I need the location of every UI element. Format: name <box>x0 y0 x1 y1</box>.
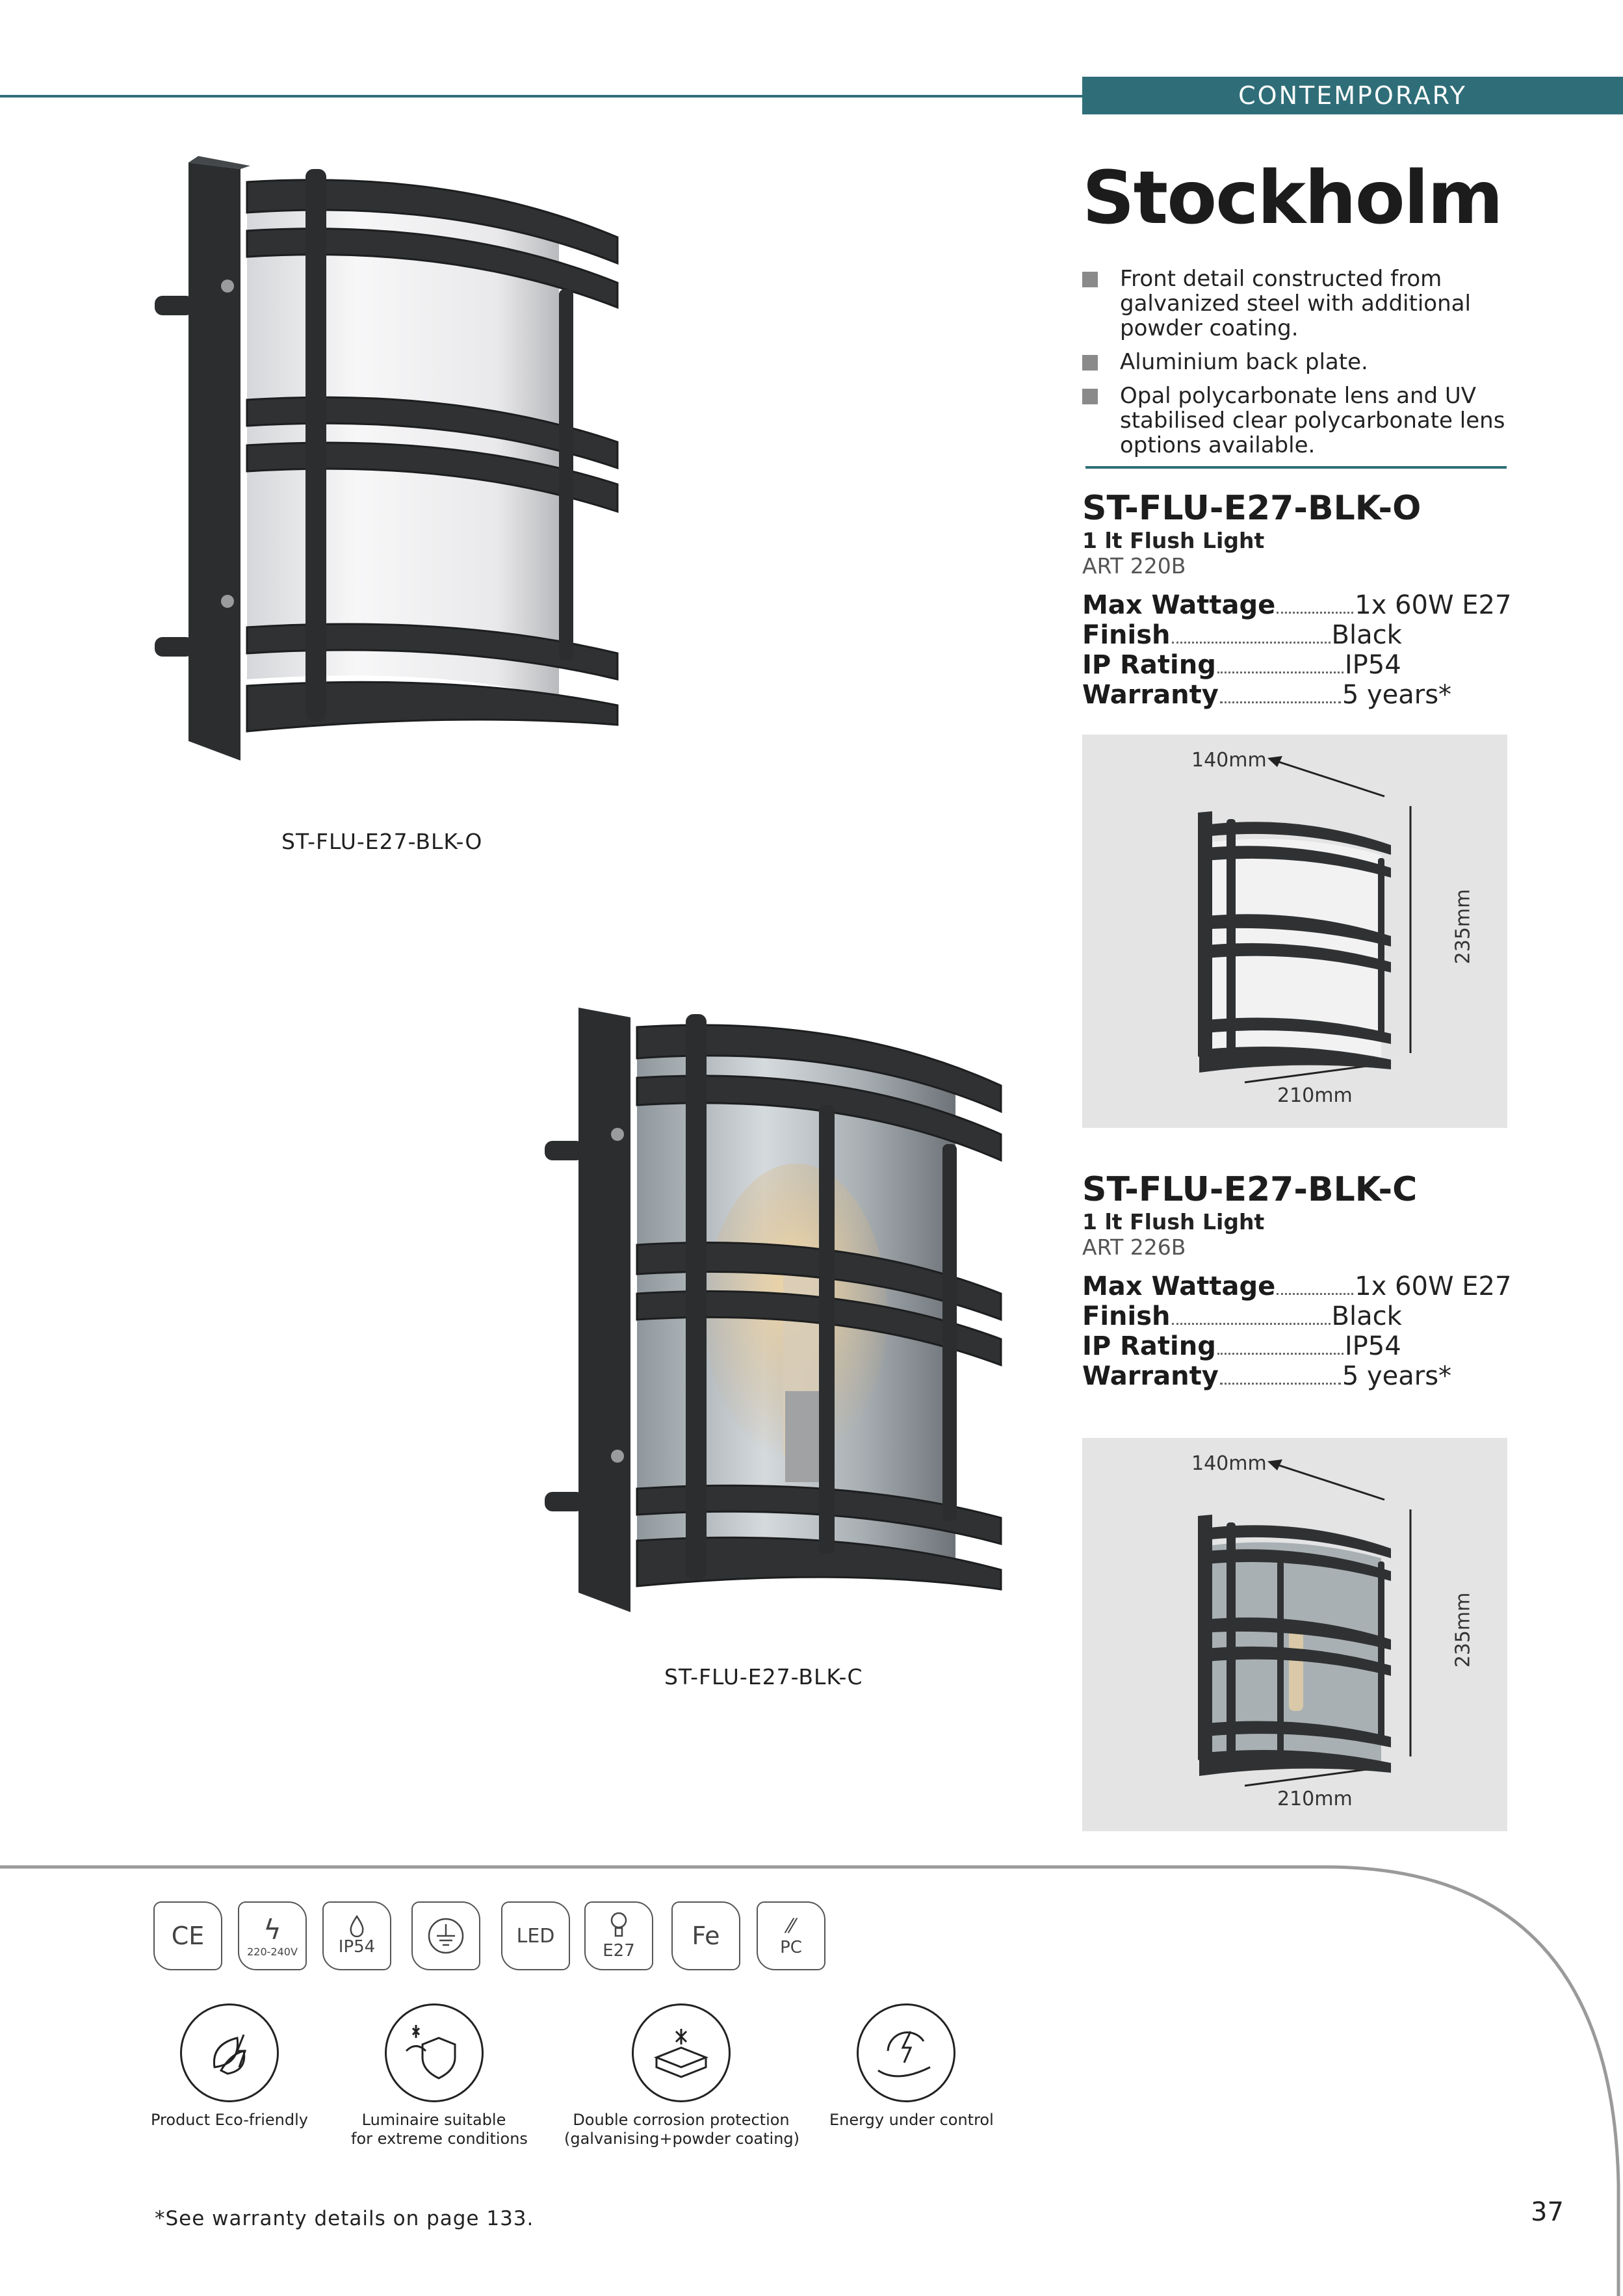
feature-list <box>1082 267 1511 467</box>
voltage-icon: ϟ 220-240V <box>238 1901 307 1970</box>
product-caption: ST-FLU-E27-BLK-O <box>281 829 483 854</box>
iron-icon: Fe <box>671 1901 740 1970</box>
variant-type: 1 lt Flush Light <box>1082 528 1265 553</box>
category-banner: CONTEMPORARY <box>1082 77 1623 114</box>
bullet-square-icon <box>1082 272 1098 287</box>
feature-text: Opal polycarbonate lens and UV stabilised clear polycarbonate lens options available. <box>1120 383 1505 458</box>
led-icon: LED <box>501 1901 570 1970</box>
spec-label: Max Wattage <box>1082 1272 1276 1301</box>
depth-label: 140mm <box>1191 749 1267 772</box>
corrosion-protection-icon <box>632 2003 731 2102</box>
spec-value: 5 years* <box>1342 680 1452 710</box>
feature-text: Aluminium back plate. <box>1120 349 1368 375</box>
feature-caption: Product Eco-friendly <box>151 2111 308 2129</box>
spec-row <box>1082 620 1472 650</box>
feature-item <box>1082 384 1511 458</box>
spec-value: 5 years* <box>1342 1361 1452 1391</box>
spec-label: Warranty <box>1082 680 1219 710</box>
water-drop-icon: IP54 <box>322 1901 391 1970</box>
clear-lamp-illustration <box>539 1001 1007 1625</box>
feature-caption: Luminaire suitable for extreme conditions <box>351 2111 528 2148</box>
spec-label: IP Rating <box>1082 1331 1216 1361</box>
feature-text: Front detail constructed from galvanized steel with additional powder coating. <box>1120 266 1471 341</box>
product-title: Stockholm <box>1082 156 1502 241</box>
product-photo-opal <box>149 153 630 777</box>
header-rule <box>0 95 1082 98</box>
variant-block <box>1082 1170 1511 1391</box>
warranty-footnote: *See warranty details on page 133. <box>155 2207 534 2230</box>
page-number: 37 <box>1531 2197 1564 2227</box>
certification-row <box>153 1901 836 1973</box>
eco-friendly-icon <box>180 2003 279 2102</box>
polycarbonate-icon: ⁄⁄ PC <box>757 1901 825 1970</box>
product-caption: ST-FLU-E27-BLK-C <box>664 1664 863 1689</box>
depth-label: 140mm <box>1191 1452 1267 1475</box>
bullet-square-icon <box>1082 355 1098 371</box>
height-label: 235mm <box>1451 889 1475 965</box>
spec-table <box>1082 590 1511 710</box>
feature-caption: Energy under control <box>829 2111 994 2129</box>
feature-item <box>1082 350 1511 374</box>
features-divider <box>1085 466 1507 469</box>
height-label: 235mm <box>1451 1592 1475 1668</box>
width-label: 210mm <box>1277 1788 1353 1810</box>
spec-row <box>1082 1301 1472 1331</box>
feature-caption: Double corrosion protection (galvanising+powder coating) <box>564 2111 800 2148</box>
spec-row <box>1082 590 1512 620</box>
dimension-diagram <box>1082 735 1507 1128</box>
variant-block <box>1082 489 1511 710</box>
spec-table <box>1082 1272 1511 1391</box>
spec-row <box>1082 1272 1512 1301</box>
dimension-diagram <box>1082 1438 1507 1831</box>
earth-ground-icon <box>411 1901 480 1970</box>
spec-value: Black <box>1331 1301 1402 1331</box>
spec-label: Finish <box>1082 1301 1171 1331</box>
bullet-square-icon <box>1082 389 1098 404</box>
spec-value: 1x 60W E27 <box>1355 1272 1512 1301</box>
spec-value: Black <box>1331 620 1402 650</box>
product-photo-clear <box>539 1001 1007 1625</box>
spec-label: Warranty <box>1082 1361 1219 1391</box>
energy-control-icon <box>857 2003 955 2102</box>
width-label: 210mm <box>1277 1084 1353 1107</box>
opal-lamp-illustration <box>149 153 630 777</box>
variant-art-number: ART 226B <box>1082 1234 1186 1260</box>
spec-row <box>1082 1361 1472 1391</box>
ce-mark-icon: CE <box>153 1901 222 1970</box>
spec-row <box>1082 1331 1472 1361</box>
variant-type: 1 lt Flush Light <box>1082 1209 1265 1234</box>
extreme-conditions-icon <box>385 2003 484 2102</box>
variant-code: ST-FLU-E27-BLK-C <box>1082 1170 1418 1209</box>
variant-code: ST-FLU-E27-BLK-O <box>1082 489 1422 528</box>
feature-item <box>1082 267 1511 341</box>
spec-value: IP54 <box>1344 650 1401 680</box>
diagram-1-drawing <box>1082 735 1507 1128</box>
spec-row <box>1082 650 1472 680</box>
spec-row <box>1082 680 1472 710</box>
spec-value: IP54 <box>1344 1331 1401 1361</box>
bulb-icon: E27 <box>584 1901 653 1970</box>
spec-label: Finish <box>1082 620 1171 650</box>
spec-value: 1x 60W E27 <box>1355 590 1512 620</box>
spec-label: IP Rating <box>1082 650 1216 680</box>
spec-label: Max Wattage <box>1082 590 1276 620</box>
diagram-2-drawing <box>1082 1438 1507 1831</box>
variant-art-number: ART 220B <box>1082 553 1186 579</box>
